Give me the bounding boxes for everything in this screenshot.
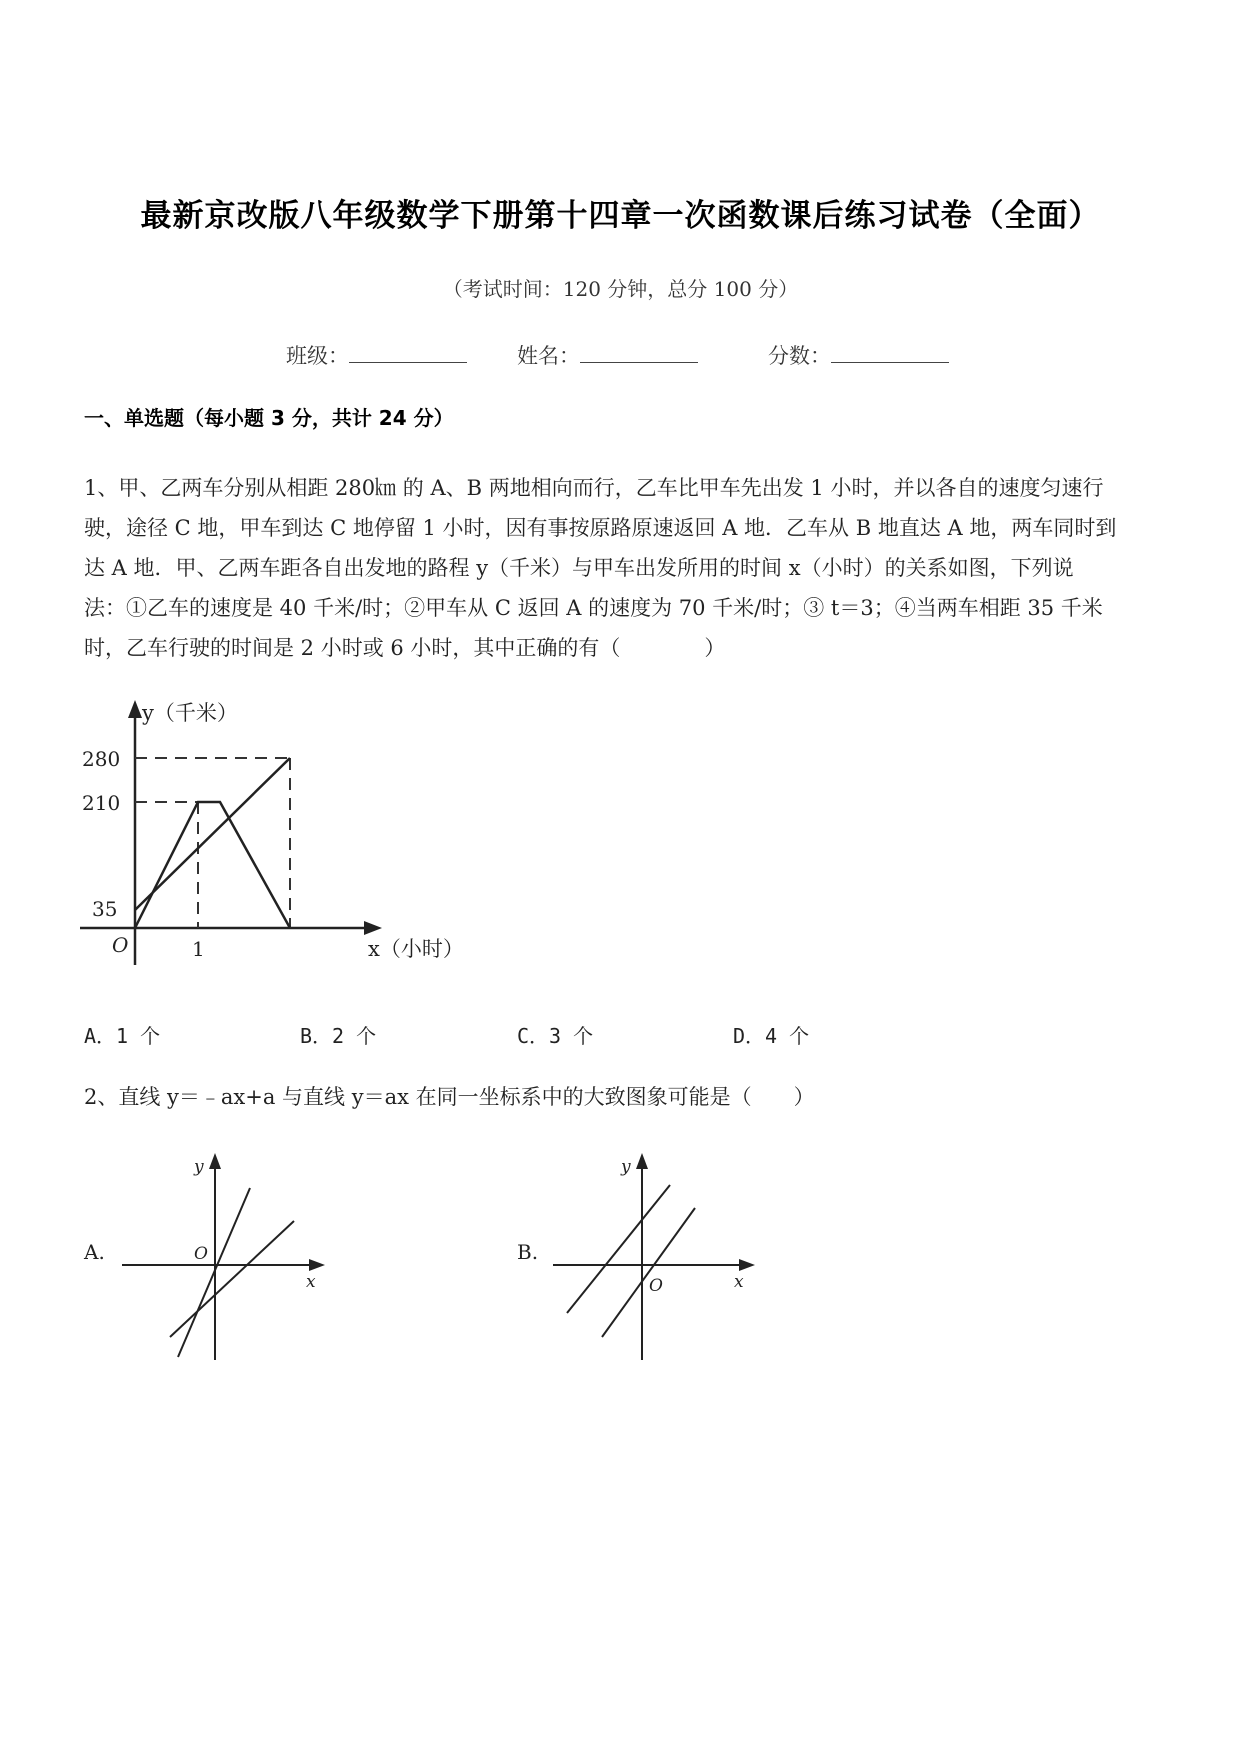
question-1-line: 1、甲、乙两车分别从相距 280㎞ 的 A、B 两地相向而行，乙车比甲车先出发 1 小时，并以各自的速度匀速行 [84,476,1104,500]
option-c[interactable]: C．3 个 [517,1024,594,1048]
option-b-label[interactable]: B. [517,1240,539,1264]
score-label: 分数： [768,344,831,368]
x-tick-1: 1 [192,937,205,961]
y-axis-label: y（千米） [142,701,238,725]
option-a-label[interactable]: A. [84,1240,105,1264]
exam-subtitle: （考试时间：120 分钟，总分 100 分） [442,277,799,301]
name-blank[interactable] [580,344,698,363]
y-axis-arrow-icon [636,1153,648,1169]
line-2 [602,1208,695,1337]
question-2-text: 2、直线 y＝﹣ax+a 与直线 y＝ax 在同一坐标系中的大致图象可能是（ ） [84,1085,815,1109]
x-axis-arrow-icon [309,1259,325,1271]
page-title: 最新京改版八年级数学下册第十四章一次函数课后练习试卷（全面） [140,198,1101,234]
question-1-text [84,468,1164,668]
question-1-graph [80,690,500,980]
section-heading: 一、单选题（每小题 3 分，共计 24 分） [84,406,454,430]
y-label: y [194,1157,204,1177]
score-field [768,340,949,370]
option-d[interactable]: D．4 个 [733,1024,810,1048]
name-field [517,340,698,370]
line-2 [170,1221,294,1337]
x-axis-arrow-icon [739,1259,755,1271]
y-label: y [621,1157,631,1177]
class-label: 班级： [286,344,349,368]
x-axis-label: x（小时） [368,937,464,961]
origin-label: O [112,933,129,957]
option-a-graph [110,1145,335,1365]
origin-label: O [194,1244,208,1264]
question-1-line: 驶，途径 C 地，甲车到达 C 地停留 1 小时，因有事按原路原速返回 A 地．乙车从 B 地直达 A 地，两车同时到 [84,516,1117,540]
class-blank[interactable] [349,344,467,363]
score-blank[interactable] [831,344,949,363]
option-b[interactable]: B．2 个 [300,1024,377,1048]
class-field [286,340,467,370]
y-axis-arrow-icon [128,700,142,718]
y-tick-280: 280 [82,747,121,771]
x-axis-arrow-icon [364,921,382,935]
y-tick-210: 210 [82,791,121,815]
name-label: 姓名： [517,344,580,368]
car-jia-path [135,802,290,928]
origin-label: O [649,1276,663,1296]
x-label: x [306,1272,316,1292]
y-tick-35: 35 [92,897,118,921]
question-1-line: 达 A 地．甲、乙两车距各自出发地的路程 y（千米）与甲车出发所用的时间 x（小时）的关系如图，下列说 [84,556,1074,580]
option-a[interactable]: A．1 个 [84,1024,161,1048]
y-axis-arrow-icon [209,1153,221,1169]
question-1-line: 法：①乙车的速度是 40 千米/时；②甲车从 C 返回 A 的速度为 70 千米/时；③ t＝3；④当两车相距 35 千米 [84,596,1103,620]
option-b-graph [545,1145,770,1365]
question-1-line: 时，乙车行驶的时间是 2 小时或 6 小时，其中正确的有（ ） [84,636,726,660]
x-label: x [734,1272,744,1292]
